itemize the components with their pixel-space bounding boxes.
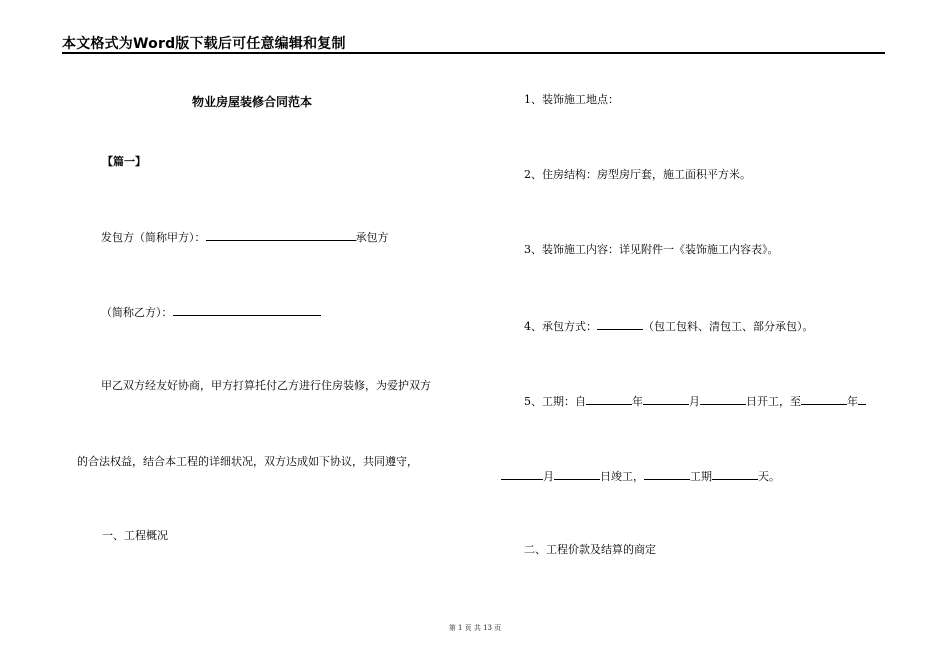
intro-line-2: 的合法权益，结合本工程的详细状况，双方达成如下协议，共同遵守，: [77, 455, 418, 468]
start-year-blank: [586, 393, 632, 405]
party-b-line: [101, 304, 321, 320]
party-a-blank: [206, 229, 356, 241]
duration-days-blank: [712, 468, 758, 480]
item-3: 3、装饰施工内容：详见附件一《装饰施工内容表》。: [524, 243, 779, 256]
duration-prefix-blank: [644, 468, 690, 480]
end-day-unit: 日竣工，: [600, 470, 644, 483]
item-5-line-2: [501, 468, 780, 484]
section-1-heading: 一、工程概况: [102, 529, 168, 542]
item-2: 2、住房结构：房型房厅套，施工面积平方米。: [524, 168, 751, 181]
section-2-heading: 二、工程价款及结算的商定: [524, 543, 656, 556]
item-1: 1、装饰施工地点：: [524, 93, 619, 106]
party-a-label: 发包方（简称甲方）：: [101, 231, 206, 244]
end-year-blank: [801, 393, 847, 405]
duration-label: 工期: [690, 470, 712, 483]
document-header: 本文格式为Word版下载后可任意编辑和复制: [62, 36, 346, 52]
item-4: [524, 318, 814, 334]
party-b-blank: [173, 304, 321, 316]
section-tag: 【篇一】: [102, 155, 146, 168]
start-month-unit: 月: [689, 395, 700, 408]
duration-days-unit: 天。: [758, 470, 780, 483]
party-b-label: （简称乙方）：: [101, 306, 173, 319]
document-title: 物业房屋装修合同范本: [192, 95, 313, 109]
party-b-prefix: 承包方: [355, 231, 389, 244]
end-year-trailing-blank: [858, 393, 866, 405]
end-day-blank: [554, 468, 600, 480]
item-4-prefix: 4、承包方式：: [524, 320, 597, 333]
end-month-blank: [501, 468, 543, 480]
end-month-unit: 月: [543, 470, 554, 483]
start-day-unit: 日开工，至: [746, 395, 801, 408]
item-5-line-1: [524, 393, 866, 409]
item-4-blank: [597, 318, 643, 330]
page-footer: 第 1 页 共 13 页: [448, 624, 502, 632]
header-divider: [62, 52, 885, 54]
start-year-unit: 年: [632, 395, 643, 408]
item-4-suffix: （包工包料、清包工、部分承包）。: [643, 320, 814, 333]
end-year-unit: 年: [847, 395, 858, 408]
start-day-blank: [700, 393, 746, 405]
item-5-prefix: 5、工期：自: [524, 395, 586, 408]
party-a-line: [101, 229, 389, 245]
start-month-blank: [643, 393, 689, 405]
intro-line-1: 甲乙双方经友好协商，甲方打算托付乙方进行住房装修，为爱护双方: [101, 379, 431, 392]
